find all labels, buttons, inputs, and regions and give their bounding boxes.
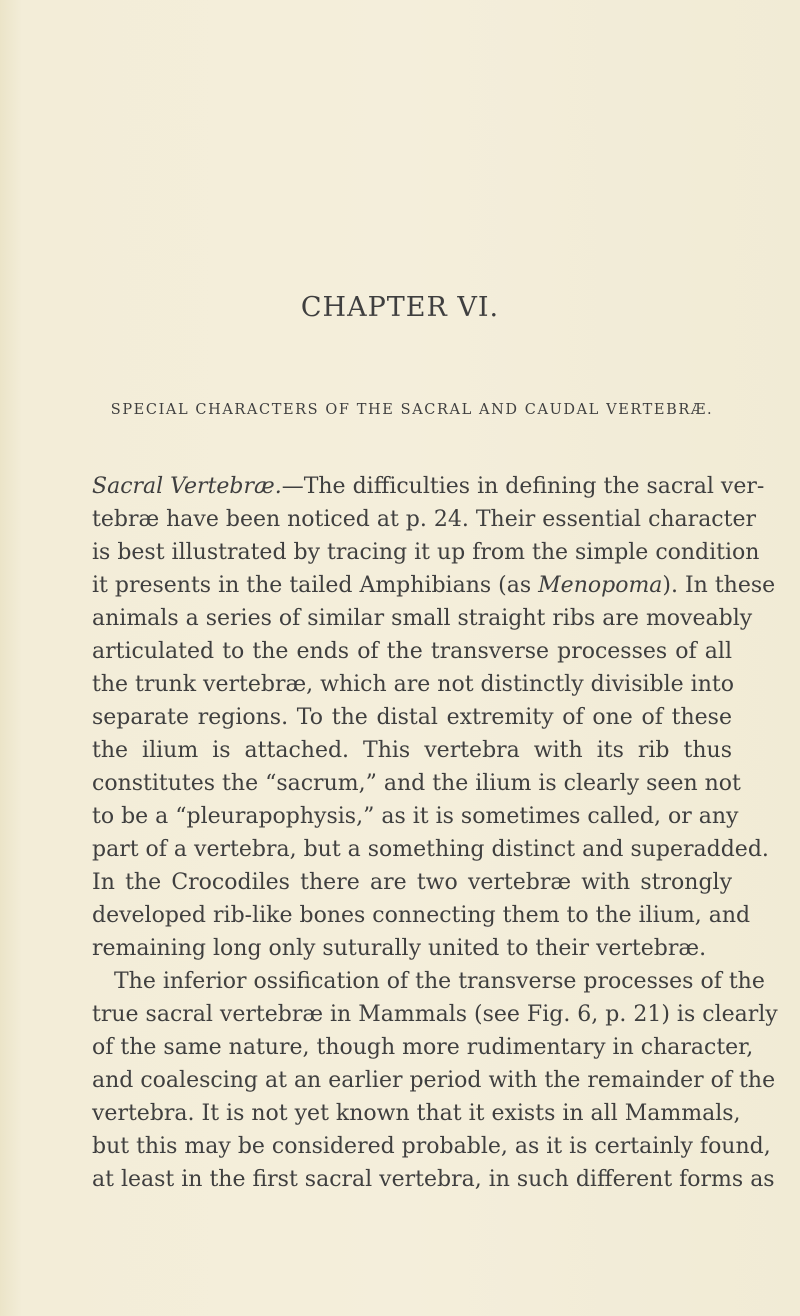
text-line: vertebra. It is not yet known that it exists in all Mammals,	[92, 1101, 741, 1126]
text-line: remaining long only suturally united to their vertebræ.	[92, 936, 707, 961]
text-line: articulated to the ends of the transverse processes of all	[92, 639, 732, 664]
text-line: at least in the first sacral vertebra, in such different forms as	[92, 1167, 775, 1192]
text-line: constitutes the “sacrum,” and the ilium is clearly seen not	[92, 771, 741, 796]
chapter-subtitle: SPECIAL CHARACTERS OF THE SACRAL AND CAUDAL VERTEBRÆ.	[110, 402, 714, 418]
text-line: and coalescing at an earlier period with the remainder of the	[92, 1068, 776, 1093]
section-heading: Sacral Vertebræ.	[92, 474, 282, 499]
text-line: Sacral Vertebræ.—The difficulties in defining the sacral ver-	[92, 474, 765, 499]
text-line: developed rib-like bones connecting them to the ilium, and	[92, 903, 751, 928]
text-line: tebræ have been noticed at p. 24. Their essential character	[92, 507, 757, 532]
text-line: In the Crocodiles there are two vertebræ with strongly	[92, 870, 732, 895]
text-line: it presents in the tailed Amphibians (as Menopoma). In these	[92, 573, 776, 598]
text-line: but this may be considered probable, as it is certainly found,	[92, 1134, 771, 1159]
text-line: part of a vertebra, but a something distinct and superadded.	[92, 837, 769, 862]
text-line: is best illustrated by tracing it up from the simple condition	[92, 540, 760, 565]
chapter-title: CHAPTER VI.	[300, 292, 500, 323]
text-line: The inferior ossification of the transverse processes of the	[114, 969, 765, 994]
genus-name: Menopoma	[538, 573, 663, 598]
text-line: of the same nature, though more rudimentary in character,	[92, 1035, 754, 1060]
text-line: to be a “pleurapophysis,” as it is sometimes called, or any	[92, 804, 739, 829]
text-line: separate regions. To the distal extremity of one of these	[92, 705, 732, 730]
text-line: the ilium is attached. This vertebra with its rib thus	[92, 738, 732, 763]
text-line: animals a series of similar small straight ribs are moveably	[92, 606, 753, 631]
text-line: the trunk vertebræ, which are not distinctly divisible into	[92, 672, 734, 697]
text-line: true sacral vertebræ in Mammals (see Fig. 6, p. 21) is clearly	[92, 1002, 778, 1027]
